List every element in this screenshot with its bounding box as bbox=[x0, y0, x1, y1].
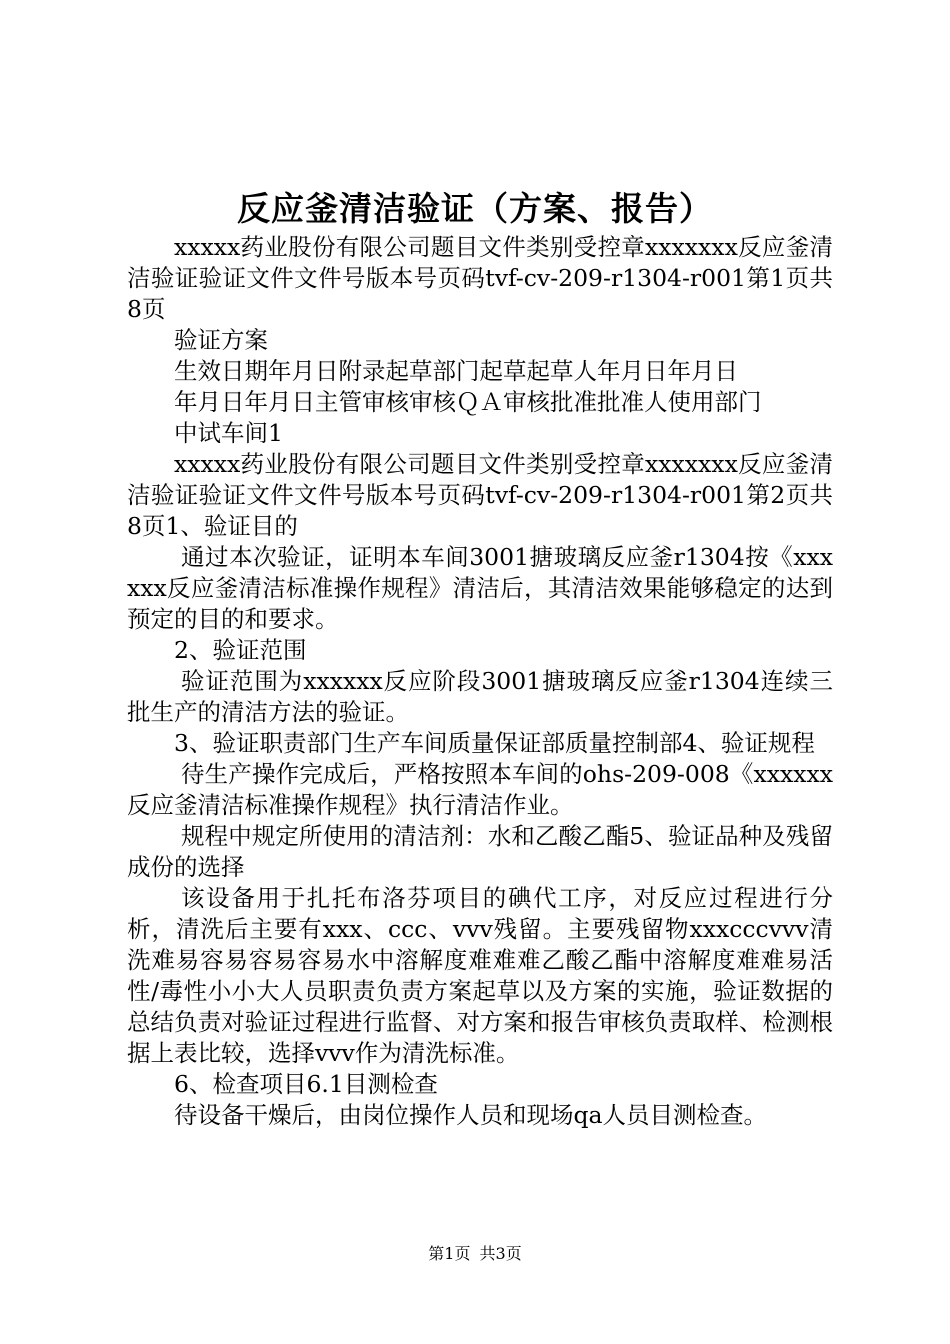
document-title: 反应釜清洁验证（方案、报告） bbox=[237, 189, 713, 228]
heading-responsibility: 3、验证职责部门生产车间质量保证部质量控制部4、验证规程 bbox=[174, 729, 815, 757]
paragraph-visual-check: 待设备干燥后，由岗位操作人员和现场qa人员目测检查。 bbox=[174, 1101, 768, 1129]
paragraph-review: 年月日年月日主管审核审核ＱＡ审核批准批准人使用部门 bbox=[174, 388, 762, 416]
page-footer bbox=[0, 1243, 950, 1265]
paragraph-scope: 验证范围为xxxxxx反应阶段3001搪玻璃反应釜r1304连续三批生产的清洁方法的验证。 bbox=[127, 667, 833, 726]
paragraph-cleaning-agent: 规程中规定所使用的清洁剂：水和乙酸乙酯5、验证品种及残留成份的选择 bbox=[127, 822, 833, 881]
paragraph-effective-date: 生效日期年月日附录起草部门起草起草人年月日年月日 bbox=[174, 357, 738, 385]
footer-page-number: 第1页 bbox=[428, 1244, 471, 1263]
paragraph-purpose: 通过本次验证，证明本车间3001搪玻璃反应釜r1304按《xxxxxx反应釜清洁标准操作规程》清洁后，其清洁效果能够稳定的达到预定的目的和要求。 bbox=[127, 543, 833, 633]
paragraph-header-1: xxxxx药业股份有限公司题目文件类别受控章xxxxxxx反应釜清洁验证验证文件文件号版本号页码tvf-cv-209-r1304-r001第1页共8页 bbox=[127, 233, 833, 323]
document-body bbox=[127, 232, 833, 1131]
heading-scope: 2、验证范围 bbox=[174, 636, 307, 664]
paragraph-workshop: 中试车间1 bbox=[174, 419, 283, 447]
paragraph-header-2: xxxxx药业股份有限公司题目文件类别受控章xxxxxxx反应釜清洁验证验证文件文件号版本号页码tvf-cv-209-r1304-r001第2页共8页1、验证目的 bbox=[127, 450, 833, 540]
heading-inspection: 6、检查项目6.1目测检查 bbox=[174, 1070, 438, 1098]
paragraph-plan-label: 验证方案 bbox=[174, 326, 268, 354]
paragraph-residue: 该设备用于扎托布洛芬项目的碘代工序，对反应过程进行分析，清洗后主要有xxx、ccc、vvv残留。主要残留物xxxcccvvv清洗难易容易容易容易水中溶解度难难难乙酸乙酯中溶解度难难易活性/毒性小小大人员职责负责方案起草以及方案的实施，验证数据的总结负责对验证过程进行监督、对方案和报告审核负责取样、检测根据上表比较，选择vvv作为清洗标准。 bbox=[127, 884, 833, 1067]
paragraph-procedure: 待生产操作完成后，严格按照本车间的ohs-209-008《xxxxxx反应釜清洁标准操作规程》执行清洁作业。 bbox=[127, 760, 833, 819]
footer-total-pages: 共3页 bbox=[479, 1244, 522, 1263]
